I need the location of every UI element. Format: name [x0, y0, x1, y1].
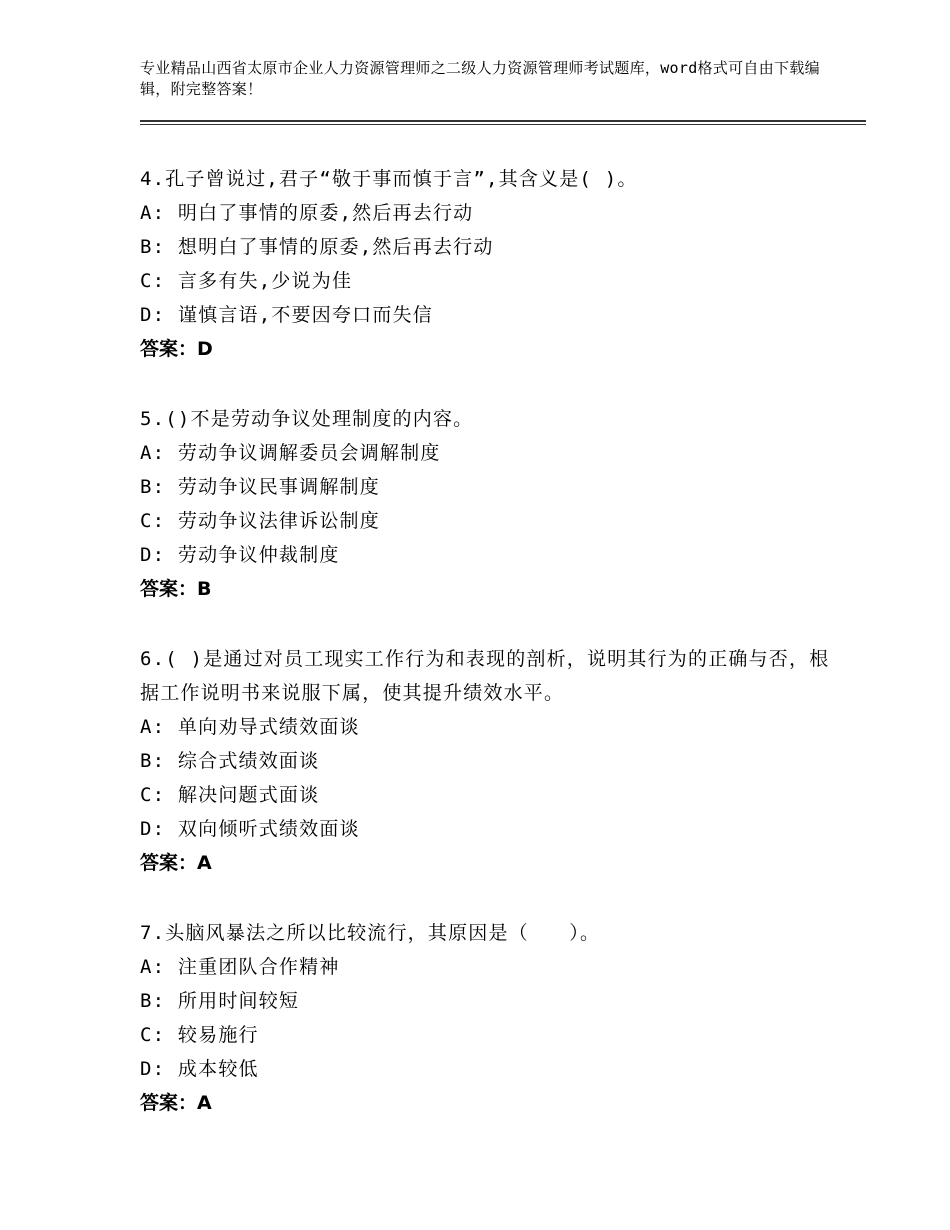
option-c: C: 言多有失,少说为佳	[140, 270, 353, 292]
option-a: A: 劳动争议调解委员会调解制度	[140, 442, 441, 464]
spacer	[140, 880, 840, 916]
question-stem: 5.()不是劳动争议处理制度的内容。	[140, 408, 474, 430]
question-list	[140, 162, 840, 1120]
question-stem: 4.孔子曾说过,君子“敬于事而慎于言”,其含义是( )。	[140, 168, 638, 190]
option-d: D: 成本较低	[140, 1058, 259, 1080]
option-c: C: 较易施行	[140, 1024, 259, 1046]
option-c: C: 劳动争议法律诉讼制度	[140, 510, 380, 532]
option-b: B: 所用时间较短	[140, 990, 300, 1012]
answer: 答案：B	[140, 578, 212, 600]
question-stem: 7.头脑风暴法之所以比较流行，其原因是（ ）。	[140, 922, 601, 944]
question-stem: 6.( )是通过对员工现实工作行为和表现的剖析，说明其行为的正确与否，根据工作说明书来说服下属，使其提升绩效水平。	[140, 648, 830, 704]
option-c: C: 解决问题式面谈	[140, 784, 320, 806]
spacer	[140, 366, 840, 402]
option-a: A: 明白了事情的原委,然后再去行动	[140, 202, 474, 224]
answer: 答案：A	[140, 1092, 212, 1114]
header-divider	[140, 120, 866, 125]
option-b: B: 劳动争议民事调解制度	[140, 476, 380, 498]
question-7	[140, 916, 840, 1120]
question-6	[140, 642, 840, 880]
document-header: 专业精品山西省太原市企业人力资源管理师之二级人力资源管理师考试题库，word格式可自由下载编辑，附完整答案！	[140, 59, 820, 98]
answer: 答案：D	[140, 338, 213, 360]
option-d: D: 谨慎言语,不要因夸口而失信	[140, 304, 433, 326]
option-d: D: 双向倾听式绩效面谈	[140, 818, 360, 840]
option-b: B: 综合式绩效面谈	[140, 750, 320, 772]
question-4	[140, 162, 840, 366]
answer: 答案：A	[140, 852, 212, 874]
option-d: D: 劳动争议仲裁制度	[140, 544, 340, 566]
option-a: A: 单向劝导式绩效面谈	[140, 716, 360, 738]
option-a: A: 注重团队合作精神	[140, 956, 340, 978]
spacer	[140, 606, 840, 642]
question-5	[140, 402, 840, 606]
option-b: B: 想明白了事情的原委,然后再去行动	[140, 236, 494, 258]
